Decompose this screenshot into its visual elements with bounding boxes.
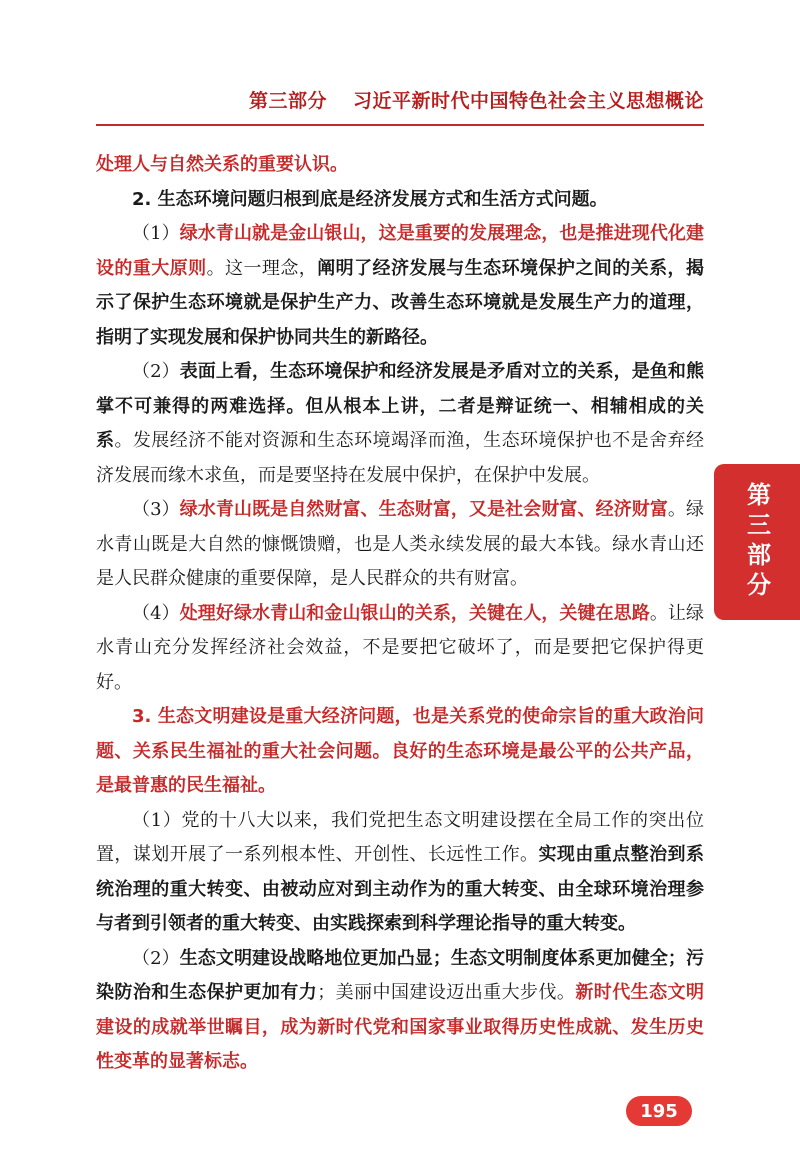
text-run: 生态文明建设战略地位更加凸显；生态文明制度体系更加健全；污染防治和生态保护更加有力 bbox=[96, 947, 705, 1003]
text-run: （4） bbox=[132, 602, 180, 624]
text-run: （3） bbox=[132, 499, 180, 520]
text-run: 阐明了经济发展与生态环境保护之间的关系，揭示了保护生态环境就是保护生产力、改善生态环境就是发展生产力的道理，指明了实现发展和保护协同共生的新路径。 bbox=[96, 257, 704, 348]
text-run: （1）党的十八大以来，我们党把生态文明建设摆在全局工作的突出位置，谋划开展了一系列根本性、开创性、长远性工作。 bbox=[96, 809, 704, 865]
paragraph-3 bbox=[96, 217, 704, 355]
header-rule bbox=[96, 124, 704, 126]
text-run: 。让绿水青山充分发挥经济社会效益，不是要把它破坏了，而是要把它保护得更好。 bbox=[96, 602, 705, 693]
section-tab bbox=[714, 464, 800, 620]
paragraph-7 bbox=[96, 700, 704, 804]
paragraph-2 bbox=[96, 183, 704, 218]
text-run: 实现由重点整治到系统治理的重大转变、由被动应对到主动作为的重大转变、由全球环境治理参与者到引领者的重大转变、由实践探索到科学理论指导的重大转变。 bbox=[96, 844, 704, 934]
paragraph-9 bbox=[96, 942, 704, 1080]
text-run: 处理好绿水青山和金山银山的关系，关键在人，关键在思路 bbox=[179, 602, 650, 624]
header-part: 第三部分 bbox=[248, 90, 327, 112]
text-run: 表面上看，生态环境保护和经济发展是矛盾对立的关系，是鱼和熊掌不可兼得的两难选择。但从根本上讲，二者是辩证统一、相辅相成的关系 bbox=[96, 361, 705, 451]
text-run: （1） bbox=[132, 223, 180, 244]
text-run: （2） bbox=[132, 361, 180, 382]
paragraph-1 bbox=[96, 148, 704, 183]
text-run: 处理人与自然关系的重要认识。 bbox=[96, 154, 348, 175]
section-tab-label: 第三部分 bbox=[742, 482, 771, 602]
text-run: 2. 生态环境问题归根到底是经济发展方式和生活方式问题。 bbox=[132, 188, 608, 210]
header-title: 习近平新时代中国特色社会主义思想概论 bbox=[352, 90, 704, 112]
text-run: 绿水青山既是自然财富、生态财富，又是社会财富、经济财富 bbox=[179, 499, 668, 520]
paragraph-4 bbox=[96, 355, 704, 493]
text-run: 。这一理念， bbox=[206, 257, 318, 279]
text-run: ；美丽中国建设迈出重大步伐。 bbox=[317, 982, 576, 1003]
running-header bbox=[96, 86, 704, 122]
paragraph-8 bbox=[96, 804, 704, 942]
text-run: （2） bbox=[132, 947, 180, 969]
text-run: 3. 生态文明建设是重大经济问题，也是关系党的使命宗旨的重大政治问题、关系民生福祉的重大社会问题。良好的生态环境是最公平的公共产品，是最普惠的民生福祉。 bbox=[96, 706, 704, 796]
text-run: 。绿水青山既是大自然的慷慨馈赠，也是人类永续发展的最大本钱。绿水青山还是人民群众健康的重要保障，是人民群众的共有财富。 bbox=[96, 499, 705, 589]
body-text bbox=[96, 148, 704, 1080]
text-run: 新时代生态文明建设的成就举世瞩目，成为新时代党和国家事业取得历史性成就、发生历史性变革的显著标志。 bbox=[96, 982, 704, 1072]
paragraph-6 bbox=[96, 597, 704, 701]
page-number: 195 bbox=[626, 1096, 692, 1126]
text-run: 绿水青山就是金山银山，这是重要的发展理念，也是推进现代化建设的重大原则 bbox=[96, 223, 705, 279]
paragraph-5 bbox=[96, 493, 704, 597]
text-run: 。发展经济不能对资源和生态环境竭泽而渔，生态环境保护也不是舍弃经济发展而缘木求鱼，而是要坚持在发展中保护，在保护中发展。 bbox=[96, 430, 704, 486]
